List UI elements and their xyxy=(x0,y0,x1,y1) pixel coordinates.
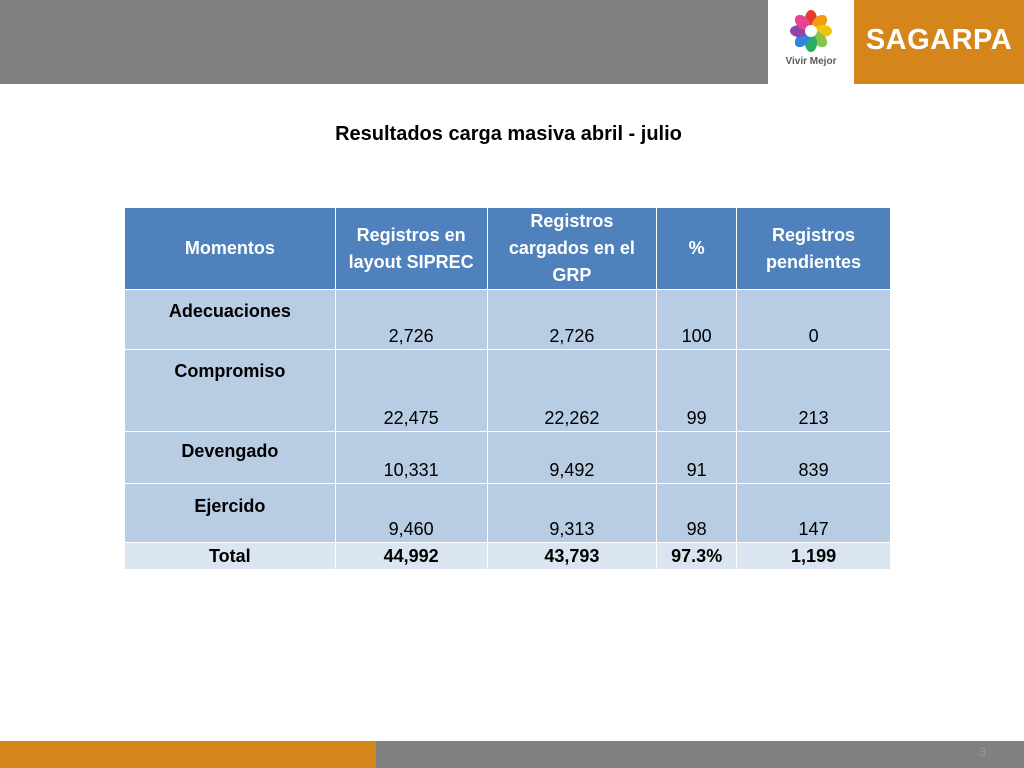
footer-gray-bar xyxy=(376,741,1024,768)
cell-pendientes: 147 xyxy=(737,484,891,543)
header-gray-bar xyxy=(0,0,768,84)
table-row xyxy=(125,432,891,484)
cell-grp: 2,726 xyxy=(487,290,657,350)
cell-siprec: 2,726 xyxy=(335,290,487,350)
row-label: Devengado xyxy=(125,432,336,484)
header-registros-pendientes: Registros pendientes xyxy=(737,208,891,290)
cell-pendientes: 213 xyxy=(737,350,891,432)
row-label: Ejercido xyxy=(125,484,336,543)
page-title: Resultados carga masiva abril - julio xyxy=(335,123,682,145)
row-label: Adecuaciones xyxy=(125,290,336,350)
total-label: Total xyxy=(125,543,336,570)
total-pct: 97.3% xyxy=(657,543,737,570)
header-registros-siprec: Registros en layout SIPREC xyxy=(335,208,487,290)
cell-pendientes: 0 xyxy=(737,290,891,350)
table-total-row xyxy=(125,543,891,570)
sagarpa-logo xyxy=(854,0,1024,84)
cell-pct: 91 xyxy=(657,432,737,484)
cell-siprec: 22,475 xyxy=(335,350,487,432)
vivir-mejor-text: Vivir Mejor xyxy=(785,56,837,67)
cell-pct: 100 xyxy=(657,290,737,350)
cell-siprec: 9,460 xyxy=(335,484,487,543)
total-siprec: 44,992 xyxy=(335,543,487,570)
vivir-mejor-logo xyxy=(768,0,854,84)
row-label: Compromiso xyxy=(125,350,336,432)
total-pendientes: 1,199 xyxy=(737,543,891,570)
cell-grp: 22,262 xyxy=(487,350,657,432)
header-momentos: Momentos xyxy=(125,208,336,290)
cell-pendientes: 839 xyxy=(737,432,891,484)
cell-pct: 98 xyxy=(657,484,737,543)
header-porcentaje: % xyxy=(657,208,737,290)
cell-grp: 9,313 xyxy=(487,484,657,543)
flower-logo-icon xyxy=(788,8,834,54)
header-registros-grp: Registros cargados en el GRP xyxy=(487,208,657,290)
table-header-row xyxy=(125,208,891,290)
sagarpa-logo-text: SAGARPA xyxy=(865,24,1013,56)
cell-siprec: 10,331 xyxy=(335,432,487,484)
total-grp: 43,793 xyxy=(487,543,657,570)
table-row xyxy=(125,290,891,350)
cell-pct: 99 xyxy=(657,350,737,432)
table-row xyxy=(125,350,891,432)
cell-grp: 9,492 xyxy=(487,432,657,484)
footer-orange-bar xyxy=(0,741,376,768)
page-number: 3 xyxy=(979,745,986,759)
table-row xyxy=(125,484,891,543)
results-table xyxy=(124,207,891,570)
